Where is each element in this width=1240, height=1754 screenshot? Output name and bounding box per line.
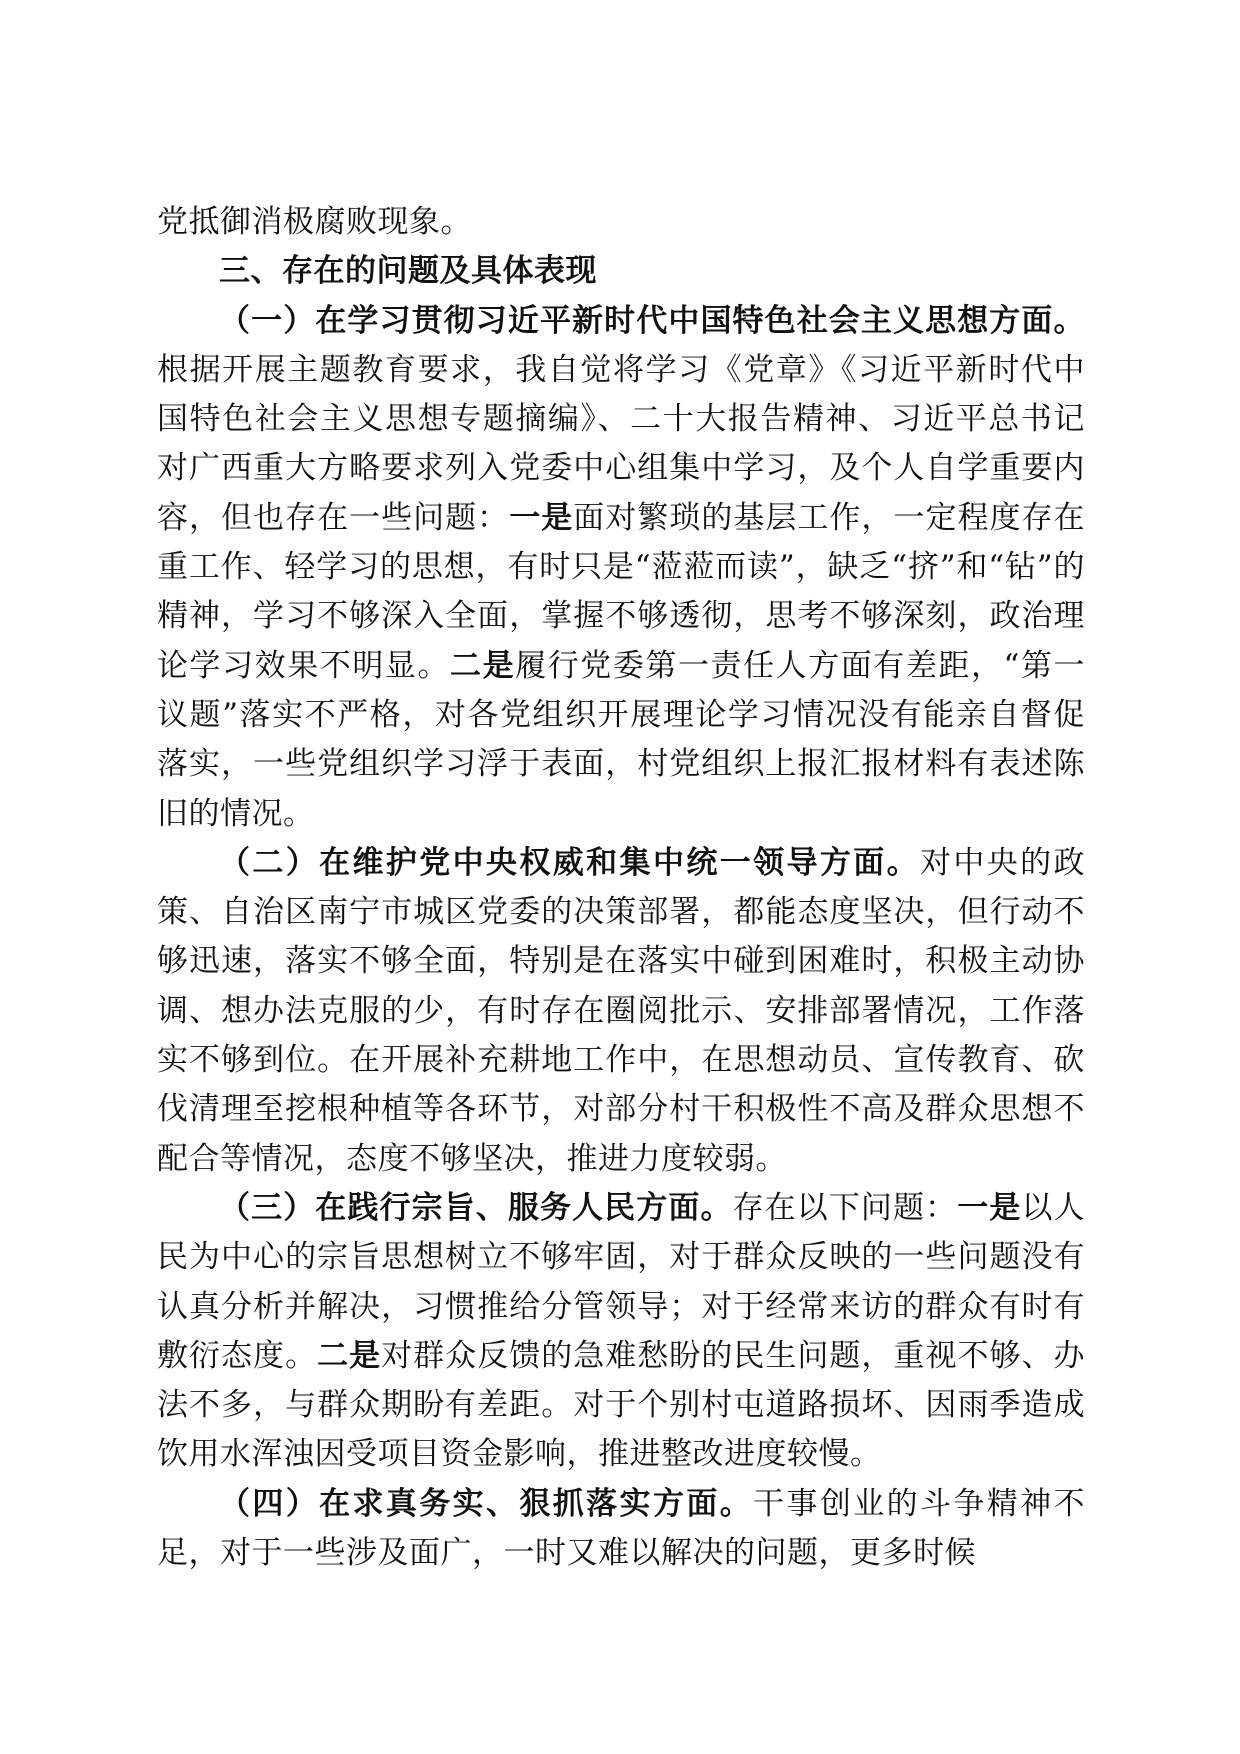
- subsection-heading: （四）在求真务实、狠抓落实方面。: [219, 1485, 754, 1522]
- paragraph-text: 干事创业的斗争精神不足，对于一些涉及面广，一时又难以解决的问题，更多时候: [157, 1485, 1085, 1572]
- section-heading: 三、存在的问题及具体表现: [219, 253, 597, 290]
- paragraph-text: 党抵御消极腐败现象。: [157, 204, 472, 240]
- paragraph-text: 存在以下问题：: [732, 1189, 958, 1226]
- paragraph-continuation: [157, 198, 1085, 247]
- point-marker: 二是: [317, 1337, 382, 1374]
- document-page: [157, 198, 1085, 1578]
- paragraph-text: 履行党委第一责任人方面有差距，“第一议题”落实不严格，对各党组织开展理论学习情况没有能亲自督促落实，一些党组织学习浮于表面，村党组织上报汇报材料有表述陈旧的情况。: [157, 647, 1085, 832]
- subsection-heading: （三）在践行宗旨、服务人民方面。: [219, 1189, 733, 1226]
- point-marker: 一是: [509, 499, 574, 536]
- subsection-heading: （一）在学习贯彻习近平新时代中国特色社会主义思想方面。: [219, 302, 1085, 339]
- point-marker: 二是: [450, 647, 516, 684]
- paragraph-text: 根据开展主题教育要求，我自觉将学习《党章》《习近平新时代中国特色社会主义思想专题摘编》、二十大报告精神、习近平总书记对广西重大方略要求列入党委中心组集中学习，及个人自学重要内容，但也存在一些问题：: [157, 351, 1085, 536]
- paragraph-leadership: [157, 839, 1085, 1184]
- paragraph-service: [157, 1184, 1085, 1480]
- paragraph-text: 对群众反馈的急难愁盼的民生问题，重视不够、办法不多，与群众期盼有差距。对于个别村屯道路损坏、因雨季造成饮用水浑浊因受项目资金影响，推进整改进度较慢。: [157, 1337, 1086, 1473]
- paragraph-study: [157, 297, 1085, 839]
- paragraph-text: 面对繁琐的基层工作，一定程度存在重工作、轻学习的思想，有时只是“蒞蒞而读”，缺乏“挤”和“钻”的精神，学习不够深入全面，掌握不够透彻，思考不够深刻，政治理论学习效果不明显。: [157, 499, 1086, 684]
- point-marker: 一是: [957, 1189, 1022, 1226]
- paragraph-text: 对中央的政策、自治区南宁市城区党委的决策部署，都能态度坚决，但行动不够迅速，落实不够全面，特别是在落实中碰到困难时，积极主动协调、想办法克服的少，有时存在圈阅批示、安排部署情况，工作落实不够到位。在开展补充耕地工作中，在思想动员、宣传教育、砍伐清理至挖根种植等各环节，对部分村干积极性不高及群众思想不配合等情况，态度不够坚决，推进力度较弱。: [157, 844, 1086, 1177]
- paragraph-implementation: [157, 1480, 1085, 1579]
- paragraph-text: 以人民为中心的宗旨思想树立不够牢固，对于群众反映的一些问题没有认真分析并解决，习惯推给分管领导；对于经常来访的群众有时有敷衍态度。: [157, 1189, 1086, 1374]
- subsection-heading: （二）在维护党中央权威和集中统一领导方面。: [219, 844, 920, 881]
